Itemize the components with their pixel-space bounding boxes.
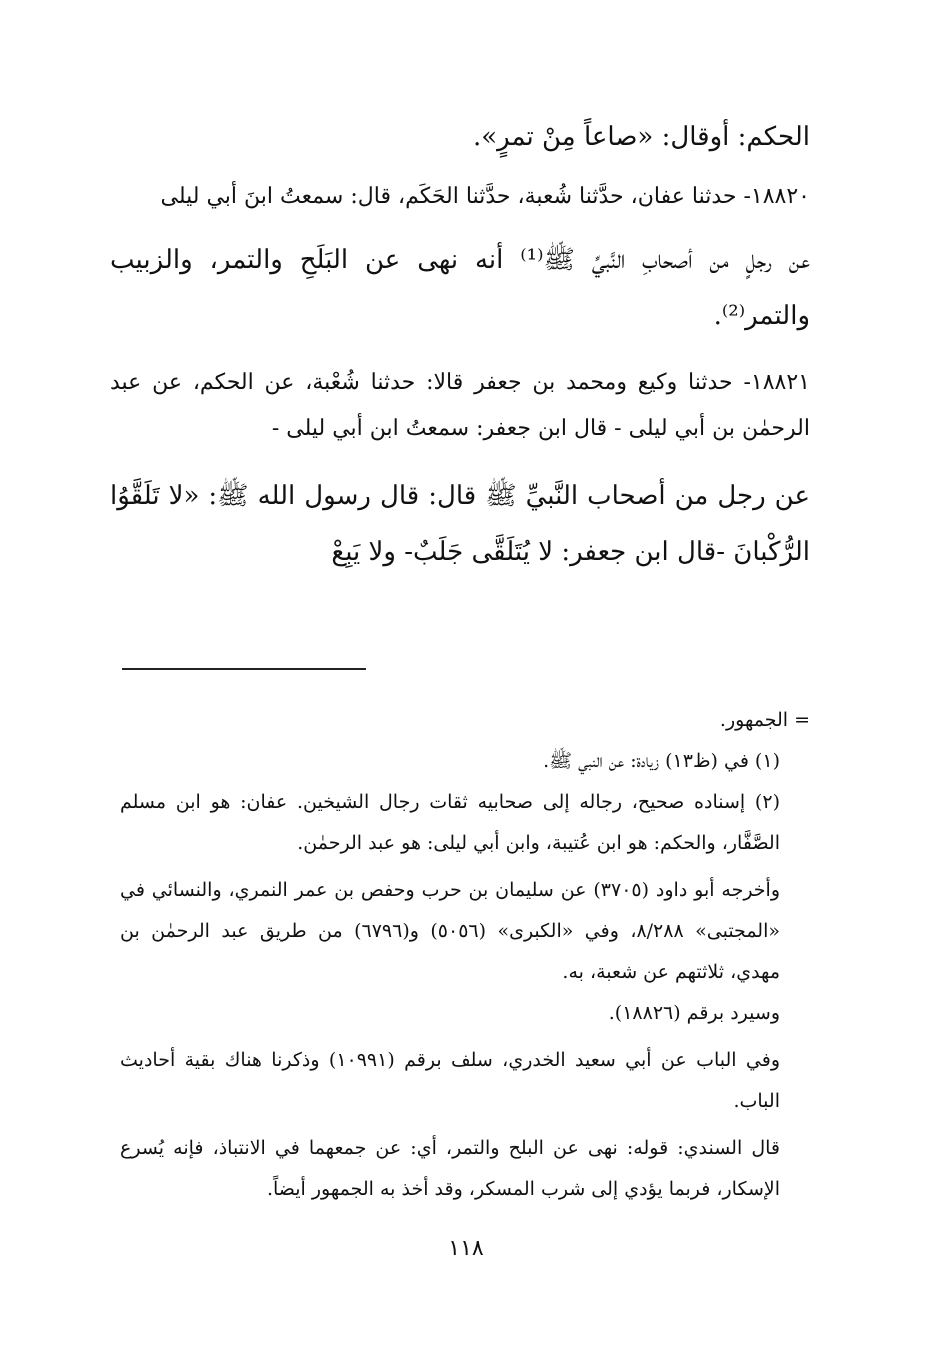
footnote-2-takhrij: وأخرجه أبو داود (٣٧٠٥) عن سليمان بن حرب وحفص بن عمر النمري، والنسائي في «المجتبى» ٨/٢٨٨، وفي «الكبرى» (٥٠٥٦) و(٦٧٩٦) من طريق عبد الرحمٰن بن مهدي، ثلاثتهم عن شعبة، به. [120, 879, 781, 983]
footnote-1: (١) في (ظ١٣) زيادة: عن النبي ﷺ. [543, 750, 780, 772]
footnote-divider [122, 668, 366, 670]
footnote-2-cross-ref: وسيرد برقم (١٨٨٢٦). [608, 1002, 780, 1024]
hadith-18821-matn: عن رجل من أصحاب النَّبيِّ ﷺ قال: قال رسول الله ﷺ: «لا تَلَقَّوُا الرُّكْبانَ -قال ابن جعفر: لا يُتَلَقَّى جَلَبٌ- ولا يَبِعْ [110, 481, 810, 567]
footnote-2-bab: وفي الباب عن أبي سعيد الخدري، سلف برقم (١٠٩٩١) وذكرنا هناك بقية أحاديث الباب. [120, 1049, 780, 1112]
hadith-18821-isnad: ١٨٨٢١- حدثنا وكيع ومحمد بن جعفر قالا: حدثنا شُعْبة، عن الحكم، عن عبد الرحمٰن بن أبي ليلى - قال ابن جعفر: سمعتُ ابن أبي ليلى - [110, 370, 810, 441]
footnotes-section [120, 700, 810, 1210]
footnote-2-sindi: قال السندي: قوله: نهى عن البلح والتمر، أي: عن جمعهما في الانتباذ، فإنه يُسرع الإسكار، فربما يؤدي إلى شرب المسكر، وقد أخذ به الجمهور أيضاً. [120, 1137, 780, 1200]
hadith-18820-isnad: ١٨٨٢٠- حدثنا عفان، حدَّثنا شُعبة، حدَّثنا الحَكَم، قال: سمعتُ ابنَ أبي ليلى [160, 184, 810, 209]
paragraph-hukm-line: الحكم: أوقال: «صاعاً مِنْ تمرٍ». [472, 122, 810, 152]
footnote-2: (٢) إسناده صحيح، رجاله إلى صحابيه ثقات رجال الشيخين. عفان: هو ابن مسلم الصَّفَّار، والحكم: هو ابن عُتيبة، وابن أبي ليلى: هو عبد الرحمٰن. [120, 791, 780, 854]
main-text [110, 112, 810, 580]
footnote-continuation: = الجمهور. [719, 709, 810, 731]
page-number: ١١٨ [448, 1236, 484, 1261]
hadith-18820-matn: عن رجلٍ من أصحابِ النَّبيِّ ﷺ⁽¹⁾ أنه نهى عن البَلَحِ والتمر، والزبيب والتمر⁽²⁾. [110, 245, 811, 331]
